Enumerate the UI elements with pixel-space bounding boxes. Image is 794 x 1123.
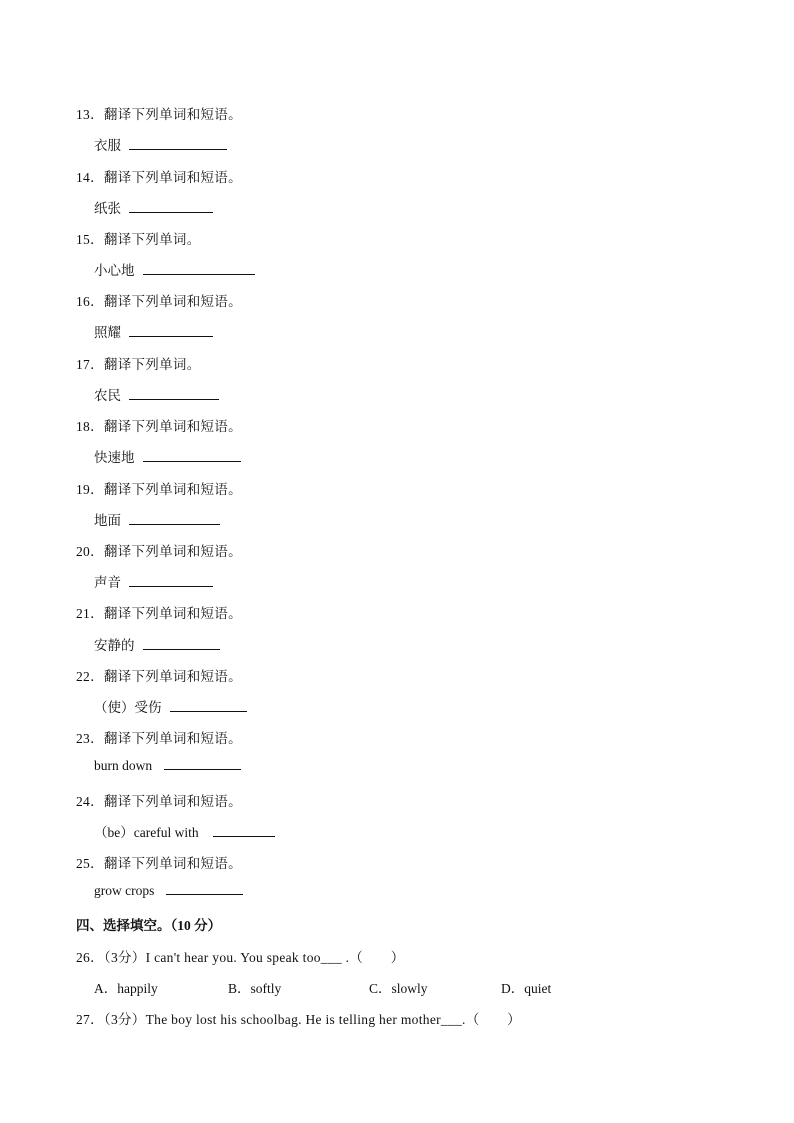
- question-22-prompt: [76, 665, 242, 685]
- question-number: 14．: [76, 170, 104, 185]
- question-13-answer: [94, 134, 227, 154]
- question-text: 翻译下列单词和短语。: [103, 482, 242, 497]
- question-number: 17．: [76, 357, 104, 372]
- option-a[interactable]: A．happily: [94, 981, 158, 996]
- question-number: 13．: [76, 107, 104, 122]
- answer-blank[interactable]: [129, 389, 219, 400]
- question-16-prompt: [76, 290, 242, 310]
- question-14-prompt: [76, 166, 242, 186]
- source-word: 地面: [94, 513, 121, 528]
- question-23-answer: [94, 758, 241, 774]
- question-text: 翻译下列单词。: [103, 232, 201, 247]
- question-number: 18．: [76, 419, 104, 434]
- source-word: burn down: [94, 758, 153, 773]
- question-text: 翻译下列单词和短语。: [103, 794, 242, 809]
- question-text: 翻译下列单词和短语。: [103, 294, 242, 309]
- question-16-answer: [94, 321, 213, 341]
- question-19-prompt: [76, 478, 242, 498]
- question-number: 16．: [76, 294, 104, 309]
- section-heading: 四、选择填空。（10 分）: [76, 918, 222, 933]
- answer-blank[interactable]: [170, 701, 247, 712]
- question-19-answer: [94, 509, 220, 529]
- source-word: 小心地: [94, 263, 135, 278]
- question-number: 24．: [76, 794, 104, 809]
- question-text: 翻译下列单词和短语。: [103, 107, 242, 122]
- question-number: 25．: [76, 856, 104, 871]
- question-15-prompt: [76, 228, 201, 248]
- question-text: 翻译下列单词和短语。: [103, 669, 242, 684]
- question-number: 19．: [76, 482, 104, 497]
- option-c[interactable]: C．slowly: [369, 981, 428, 996]
- answer-blank[interactable]: [143, 639, 220, 650]
- question-number: 20．: [76, 544, 104, 559]
- answer-blank[interactable]: [166, 884, 243, 895]
- question-20-answer: [94, 571, 213, 591]
- question-23-prompt: [76, 727, 242, 747]
- question-18-answer: [94, 446, 241, 466]
- answer-blank[interactable]: [143, 264, 255, 275]
- source-word: 快速地: [94, 450, 135, 465]
- question-27-prompt: 27．（3分）The boy lost his schoolbag. He is telling her mother___.（ ）: [76, 1012, 521, 1027]
- question-24-answer: [94, 821, 275, 841]
- source-word: grow crops: [94, 883, 155, 898]
- question-13-prompt: [76, 103, 242, 123]
- question-25-answer: [94, 883, 243, 899]
- answer-blank[interactable]: [129, 576, 213, 587]
- question-22-answer: [94, 696, 247, 716]
- source-word: 纸张: [94, 201, 121, 216]
- question-17-answer: [94, 384, 219, 404]
- question-text: 翻译下列单词和短语。: [103, 170, 242, 185]
- question-24-prompt: [76, 790, 242, 810]
- source-word: 照耀: [94, 325, 121, 340]
- answer-blank[interactable]: [129, 514, 220, 525]
- question-text: 翻译下列单词和短语。: [103, 419, 242, 434]
- question-21-prompt: [76, 602, 242, 622]
- option-b[interactable]: B．softly: [228, 981, 282, 996]
- option-d[interactable]: D．quiet: [501, 981, 552, 996]
- question-14-answer: [94, 197, 213, 217]
- question-21-answer: [94, 634, 220, 654]
- question-26-prompt: 26．（3分）I can't hear you. You speak too___ .（ ）: [76, 950, 405, 965]
- question-text: 翻译下列单词和短语。: [103, 731, 242, 746]
- answer-blank[interactable]: [164, 759, 241, 770]
- source-word: （be）careful with: [94, 825, 199, 840]
- question-number: 23．: [76, 731, 104, 746]
- answer-blank[interactable]: [129, 139, 227, 150]
- question-20-prompt: [76, 540, 242, 560]
- answer-blank[interactable]: [129, 202, 213, 213]
- answer-blank[interactable]: [129, 326, 213, 337]
- question-18-prompt: [76, 415, 242, 435]
- answer-blank[interactable]: [213, 826, 275, 837]
- source-word: 衣服: [94, 138, 121, 153]
- question-number: 15．: [76, 232, 104, 247]
- question-15-answer: [94, 259, 255, 279]
- question-text: 翻译下列单词。: [103, 357, 201, 372]
- answer-blank[interactable]: [143, 451, 241, 462]
- question-17-prompt: [76, 353, 201, 373]
- question-text: 翻译下列单词和短语。: [103, 856, 242, 871]
- question-text: 翻译下列单词和短语。: [103, 606, 242, 621]
- question-number: 21．: [76, 606, 104, 621]
- question-25-prompt: [76, 852, 242, 872]
- source-word: 农民: [94, 388, 121, 403]
- question-number: 22．: [76, 669, 104, 684]
- source-word: 安静的: [94, 638, 135, 653]
- question-text: 翻译下列单词和短语。: [103, 544, 242, 559]
- source-word: 声音: [94, 575, 121, 590]
- source-word: （使）受伤: [94, 700, 162, 715]
